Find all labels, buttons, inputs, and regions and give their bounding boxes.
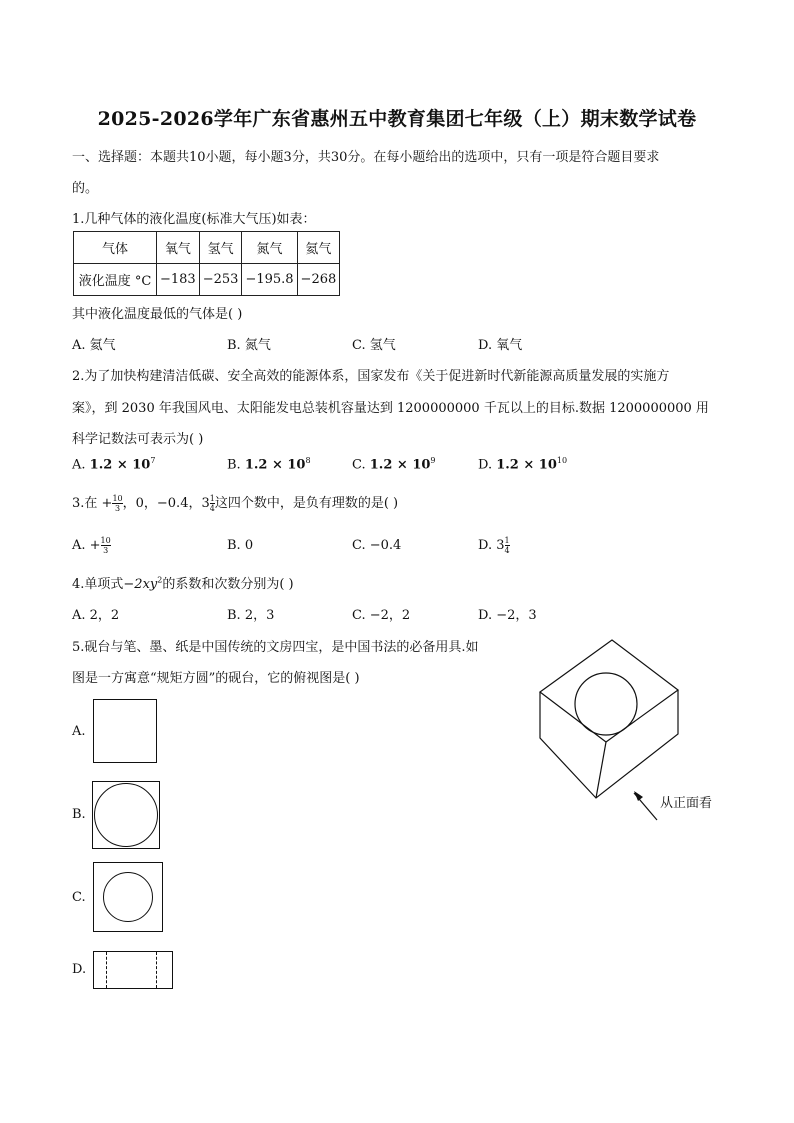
option-text: A. + <box>72 538 101 553</box>
option-base: 1.2 × 10 <box>89 457 151 473</box>
table-row <box>74 264 340 296</box>
q1-question: 其中液化温度最低的气体是( ) <box>72 307 243 322</box>
option-letter: C. <box>352 457 366 473</box>
q3-option-b[interactable]: B. 0 <box>227 538 254 553</box>
option-exponent: 9 <box>430 456 436 465</box>
q3-option-a[interactable] <box>72 536 111 555</box>
option-exponent: 7 <box>150 456 156 465</box>
option-text: D. 3 <box>478 538 505 553</box>
table-cell: 氧气 <box>157 232 200 264</box>
dashed-line <box>106 952 107 988</box>
option-exponent: 10 <box>556 456 568 465</box>
q5-option-c-label[interactable]: C. <box>72 890 86 905</box>
q4-stem <box>72 573 294 592</box>
fraction-numerator: 1 <box>209 494 215 503</box>
q2-option-c[interactable] <box>352 456 436 472</box>
q5-line1: 5.砚台与笔、墨、纸是中国传统的文房四宝，是中国书法的必备用具.如 <box>72 640 479 655</box>
square-with-inscribed-circle-shape[interactable] <box>92 781 160 849</box>
q2-option-b[interactable] <box>227 456 311 472</box>
circle-shape <box>103 872 153 922</box>
table-row <box>74 232 340 264</box>
table-cell: −268 <box>297 264 340 296</box>
q2-line1: 2.为了加快构建清洁低碳、安全高效的能源体系，国家发布《关于促进新时代新能源高质量发展的实施方 <box>72 369 670 384</box>
q2-option-a[interactable] <box>72 456 155 472</box>
q4-option-c[interactable]: C. −2，2 <box>352 608 411 623</box>
mixed-fraction <box>505 536 510 555</box>
q2-line2: 案》，到 2030 年我国风电、太阳能发电总装机容量达到 1200000000 千瓦以上的目标.数据 1200000000 用 <box>72 401 709 416</box>
fraction-denominator: 4 <box>209 504 215 513</box>
table-cell: 氮气 <box>242 232 297 264</box>
q1-stem: 1.几种气体的液化温度(标准大气压)如表： <box>72 212 316 227</box>
fraction-denominator: 3 <box>112 503 122 513</box>
cube-edge <box>596 742 606 798</box>
q1-option-b[interactable]: B. 氮气 <box>227 338 271 353</box>
q4-option-a[interactable]: A. 2，2 <box>72 608 120 623</box>
table-cell: 氢气 <box>199 232 242 264</box>
q4-prefix: 4.单项式 <box>72 577 124 592</box>
fraction-numerator: 1 <box>504 536 510 545</box>
circle-shape <box>94 783 158 847</box>
option-letter: D. <box>478 457 493 473</box>
q1-option-a[interactable]: A. 氦气 <box>72 338 116 353</box>
q2-line3: 科学记数法可表示为( ) <box>72 432 204 447</box>
fraction-denominator: 4 <box>504 546 510 555</box>
q1-option-c[interactable]: C. 氢气 <box>352 338 396 353</box>
figure-label: 从正面看 <box>660 796 713 811</box>
option-base: 1.2 × 10 <box>244 457 306 473</box>
circle-shape <box>575 673 637 735</box>
q3-prefix: 3.在 + <box>72 496 113 511</box>
square-shape[interactable] <box>93 699 157 763</box>
q5-option-b-label[interactable]: B. <box>72 807 86 822</box>
table-cell: 液化温度 °C <box>74 264 157 296</box>
fraction <box>101 536 111 555</box>
square-with-small-circle-shape[interactable] <box>93 862 163 932</box>
q3-option-c[interactable]: C. −0.4 <box>352 538 402 553</box>
q4-option-b[interactable]: B. 2，3 <box>227 608 275 623</box>
q4-suffix: 的系数和次数分别为( ) <box>162 577 294 592</box>
gas-table <box>73 231 340 296</box>
fraction-denominator: 3 <box>101 545 111 555</box>
fraction-numerator: 10 <box>112 494 123 503</box>
q5-option-d-label[interactable]: D. <box>72 962 87 977</box>
cube-sides <box>540 690 678 798</box>
table-cell: −253 <box>199 264 242 296</box>
q3-option-d[interactable] <box>478 536 510 555</box>
rectangle-with-dashed-lines-shape[interactable] <box>93 951 173 989</box>
q3-stem <box>72 492 398 513</box>
q2-option-d[interactable] <box>478 456 567 472</box>
q4-option-d[interactable]: D. −2，3 <box>478 608 537 623</box>
fraction-numerator: 10 <box>100 536 111 545</box>
q5-option-a-label[interactable]: A. <box>72 724 86 739</box>
section-instructions-line1: 一、选择题：本题共10小题，每小题3分，共30分。在每小题给出的选项中，只有一项是符合题目要求 <box>72 150 660 165</box>
q1-option-d[interactable]: D. 氧气 <box>478 338 523 353</box>
table-cell: 氦气 <box>297 232 340 264</box>
section-instructions-line2: 的。 <box>72 181 99 196</box>
q5-line2: 图是一方寓意“规矩方圆”的砚台，它的俯视图是( ) <box>72 671 360 686</box>
q3-suffix: 这四个数中，是负有理数的是( ) <box>214 496 399 511</box>
option-letter: B. <box>227 457 241 473</box>
fraction <box>112 494 122 513</box>
cube-top-face <box>540 640 678 742</box>
option-exponent: 8 <box>305 456 311 465</box>
page-title: 2025-2026学年广东省惠州五中教育集团七年级（上）期末数学试卷 <box>97 108 697 130</box>
dashed-line <box>156 952 157 988</box>
q4-expression: −2xy <box>123 577 158 592</box>
arrow-head-icon <box>634 791 643 801</box>
option-letter: A. <box>72 457 86 473</box>
q4-exponent: 2 <box>157 575 163 585</box>
option-base: 1.2 × 10 <box>369 457 431 473</box>
table-cell: −195.8 <box>242 264 297 296</box>
q3-middle: ，0，−0.4，3 <box>122 496 210 511</box>
table-cell: 气体 <box>74 232 157 264</box>
option-base: 1.2 × 10 <box>496 457 557 473</box>
table-cell: −183 <box>157 264 200 296</box>
